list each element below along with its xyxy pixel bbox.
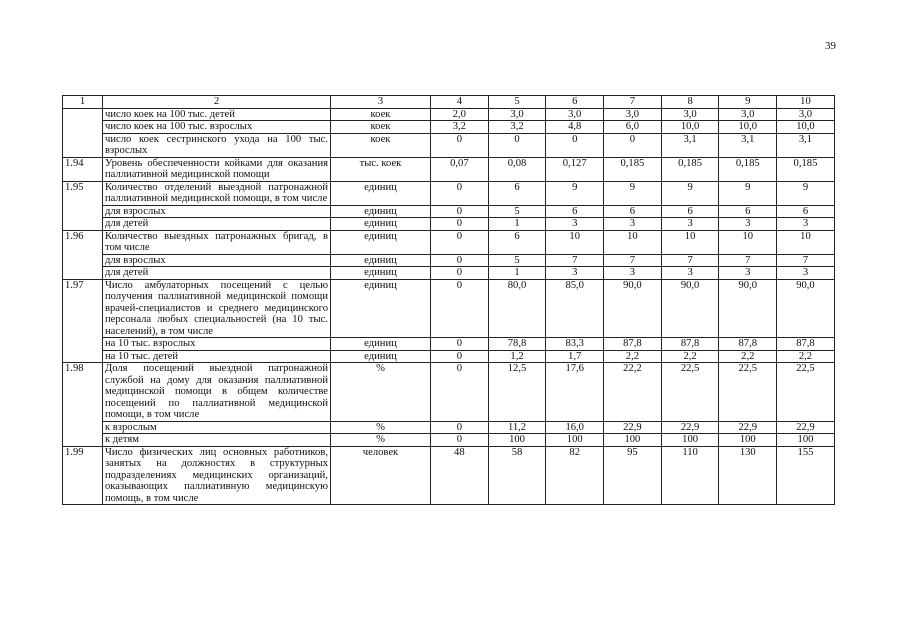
row-description: число коек сестринского ухода на 100 тыс. взрослых [103, 133, 331, 157]
row-value: 0,185 [719, 157, 777, 181]
row-value: 12,5 [488, 363, 546, 422]
row-value: 6 [546, 205, 604, 218]
row-unit: единиц [331, 181, 431, 205]
table-row [63, 350, 835, 363]
row-value: 9 [661, 181, 719, 205]
row-value: 90,0 [604, 279, 662, 338]
row-description: Количество выездных патронажных бригад, в том числе [103, 230, 331, 254]
row-value: 0 [431, 254, 489, 267]
row-description: на 10 тыс. детей [103, 350, 331, 363]
row-value: 3 [661, 218, 719, 231]
row-value: 16,0 [546, 421, 604, 434]
row-value: 7 [604, 254, 662, 267]
row-value: 22,9 [661, 421, 719, 434]
row-value: 90,0 [777, 279, 835, 338]
row-value: 95 [604, 446, 662, 505]
row-value: 7 [546, 254, 604, 267]
header-cell: 10 [777, 96, 835, 109]
table-row [63, 108, 835, 121]
row-value: 100 [661, 434, 719, 447]
header-cell: 1 [63, 96, 103, 109]
row-value: 3 [777, 218, 835, 231]
row-value: 100 [777, 434, 835, 447]
row-description: Количество отделений выездной патронажной паллиативной медицинской помощи, в том числе [103, 181, 331, 205]
row-code: 1.99 [63, 446, 103, 505]
row-value: 80,0 [488, 279, 546, 338]
header-cell: 2 [103, 96, 331, 109]
row-description: для детей [103, 267, 331, 280]
row-code: 1.97 [63, 279, 103, 363]
row-value: 10,0 [719, 121, 777, 134]
row-unit: коек [331, 108, 431, 121]
row-value: 100 [604, 434, 662, 447]
row-description: к детям [103, 434, 331, 447]
row-value: 87,8 [661, 338, 719, 351]
row-value: 2,2 [777, 350, 835, 363]
row-value: 87,8 [777, 338, 835, 351]
row-value: 22,9 [777, 421, 835, 434]
table-row [63, 254, 835, 267]
row-value: 9 [719, 181, 777, 205]
row-value: 2,2 [719, 350, 777, 363]
table-row [63, 133, 835, 157]
row-value: 100 [719, 434, 777, 447]
row-unit: единиц [331, 254, 431, 267]
row-value: 6 [604, 205, 662, 218]
indicators-table [62, 95, 835, 505]
table-row [63, 121, 835, 134]
header-cell: 6 [546, 96, 604, 109]
row-value: 6 [719, 205, 777, 218]
row-code: 1.98 [63, 363, 103, 447]
row-unit: тыс. коек [331, 157, 431, 181]
row-value: 3,1 [719, 133, 777, 157]
row-unit: единиц [331, 279, 431, 338]
row-value: 4,8 [546, 121, 604, 134]
row-value: 6 [661, 205, 719, 218]
row-value: 1,2 [488, 350, 546, 363]
table-row [63, 181, 835, 205]
row-value: 100 [546, 434, 604, 447]
row-value: 0 [431, 363, 489, 422]
row-value: 7 [719, 254, 777, 267]
row-value: 6 [488, 230, 546, 254]
row-value: 17,6 [546, 363, 604, 422]
row-value: 3,0 [719, 108, 777, 121]
row-value: 3 [546, 218, 604, 231]
row-value: 0,08 [488, 157, 546, 181]
row-value: 2,0 [431, 108, 489, 121]
row-value: 82 [546, 446, 604, 505]
row-value: 10 [719, 230, 777, 254]
header-cell: 4 [431, 96, 489, 109]
row-value: 22,5 [661, 363, 719, 422]
row-value: 10,0 [777, 121, 835, 134]
row-value: 10,0 [661, 121, 719, 134]
row-value: 0,127 [546, 157, 604, 181]
row-value: 9 [604, 181, 662, 205]
row-description: для взрослых [103, 254, 331, 267]
row-code: 1.96 [63, 230, 103, 279]
row-value: 3 [661, 267, 719, 280]
row-value: 10 [661, 230, 719, 254]
table-row [63, 338, 835, 351]
row-value: 3 [604, 267, 662, 280]
row-unit: человек [331, 446, 431, 505]
row-value: 3 [719, 267, 777, 280]
row-value: 7 [777, 254, 835, 267]
row-value: 0 [431, 205, 489, 218]
row-value: 0,185 [604, 157, 662, 181]
row-value: 5 [488, 205, 546, 218]
header-cell: 5 [488, 96, 546, 109]
row-description: для взрослых [103, 205, 331, 218]
row-value: 3,0 [488, 108, 546, 121]
row-value: 3,0 [661, 108, 719, 121]
row-unit: % [331, 434, 431, 447]
row-value: 78,8 [488, 338, 546, 351]
row-value: 3 [719, 218, 777, 231]
row-value: 0 [431, 350, 489, 363]
row-value: 1 [488, 218, 546, 231]
row-unit: % [331, 421, 431, 434]
row-value: 7 [661, 254, 719, 267]
row-value: 9 [777, 181, 835, 205]
row-unit: единиц [331, 218, 431, 231]
row-value: 0 [431, 434, 489, 447]
row-value: 3,0 [546, 108, 604, 121]
row-description: к взрослым [103, 421, 331, 434]
row-description: число коек на 100 тыс. детей [103, 108, 331, 121]
table-row [63, 363, 835, 422]
row-unit: единиц [331, 350, 431, 363]
row-code: 1.94 [63, 157, 103, 181]
row-value: 58 [488, 446, 546, 505]
row-value: 0,185 [661, 157, 719, 181]
row-value: 9 [546, 181, 604, 205]
row-unit: единиц [331, 338, 431, 351]
row-value: 3,2 [488, 121, 546, 134]
row-value: 48 [431, 446, 489, 505]
row-value: 6,0 [604, 121, 662, 134]
row-value: 22,9 [604, 421, 662, 434]
row-value: 0 [431, 218, 489, 231]
table-row [63, 267, 835, 280]
row-description: Уровень обеспеченности койками для оказания паллиативной медицинской помощи [103, 157, 331, 181]
row-value: 22,2 [604, 363, 662, 422]
row-value: 100 [488, 434, 546, 447]
row-value: 0 [431, 338, 489, 351]
row-value: 3 [604, 218, 662, 231]
row-value: 22,5 [719, 363, 777, 422]
row-value: 87,8 [604, 338, 662, 351]
table-row [63, 218, 835, 231]
row-value: 0 [431, 133, 489, 157]
row-value: 0,07 [431, 157, 489, 181]
row-value: 6 [777, 205, 835, 218]
row-unit: единиц [331, 267, 431, 280]
row-value: 22,9 [719, 421, 777, 434]
row-value: 87,8 [719, 338, 777, 351]
row-value: 155 [777, 446, 835, 505]
row-value: 3,0 [777, 108, 835, 121]
row-code: 1.95 [63, 181, 103, 230]
row-value: 0 [431, 279, 489, 338]
row-description: на 10 тыс. взрослых [103, 338, 331, 351]
row-value: 10 [546, 230, 604, 254]
row-unit: коек [331, 133, 431, 157]
row-value: 3,1 [777, 133, 835, 157]
header-row [63, 96, 835, 109]
row-value: 11,2 [488, 421, 546, 434]
row-description: Число амбулаторных посещений с целью получения паллиативной медицинской помощи врачей-специалистов и среднего медицинского персонала любых специальностей (на 10 тыс. населений), в том числе [103, 279, 331, 338]
header-cell: 7 [604, 96, 662, 109]
row-value: 10 [604, 230, 662, 254]
row-value: 0 [488, 133, 546, 157]
header-cell: 9 [719, 96, 777, 109]
table-row [63, 434, 835, 447]
row-description: для детей [103, 218, 331, 231]
row-unit: коек [331, 121, 431, 134]
row-value: 0 [431, 267, 489, 280]
row-value: 110 [661, 446, 719, 505]
row-value: 0 [604, 133, 662, 157]
row-value: 85,0 [546, 279, 604, 338]
row-value: 0 [431, 421, 489, 434]
row-unit: % [331, 363, 431, 422]
table-row [63, 230, 835, 254]
row-value: 0,185 [777, 157, 835, 181]
row-value: 3,2 [431, 121, 489, 134]
row-value: 2,2 [661, 350, 719, 363]
row-value: 90,0 [661, 279, 719, 338]
row-description: число коек на 100 тыс. взрослых [103, 121, 331, 134]
row-value: 1,7 [546, 350, 604, 363]
row-code [63, 108, 103, 157]
table-row [63, 421, 835, 434]
table-row [63, 157, 835, 181]
header-cell: 3 [331, 96, 431, 109]
row-value: 130 [719, 446, 777, 505]
row-value: 90,0 [719, 279, 777, 338]
page-number: 39 [825, 40, 836, 52]
row-value: 0 [431, 230, 489, 254]
row-value: 3 [546, 267, 604, 280]
row-value: 22,5 [777, 363, 835, 422]
row-value: 10 [777, 230, 835, 254]
header-cell: 8 [661, 96, 719, 109]
row-value: 3,0 [604, 108, 662, 121]
row-unit: единиц [331, 230, 431, 254]
row-description: Число физических лиц основных работников, занятых на должностях в структурных подразделениях медицинских организаций, оказывающих паллиативную медицинскую помощь, в том числе [103, 446, 331, 505]
table-row [63, 205, 835, 218]
row-description: Доля посещений выездной патронажной службой на дому для оказания паллиативной медицинской помощи в общем количестве посещений по паллиативной медицинской помощи, в том числе [103, 363, 331, 422]
table-row [63, 446, 835, 505]
row-value: 3,1 [661, 133, 719, 157]
table-row [63, 279, 835, 338]
row-value: 5 [488, 254, 546, 267]
table-body [63, 96, 835, 505]
row-value: 1 [488, 267, 546, 280]
row-value: 0 [431, 181, 489, 205]
row-value: 0 [546, 133, 604, 157]
row-value: 2,2 [604, 350, 662, 363]
row-value: 6 [488, 181, 546, 205]
row-value: 83,3 [546, 338, 604, 351]
row-unit: единиц [331, 205, 431, 218]
row-value: 3 [777, 267, 835, 280]
